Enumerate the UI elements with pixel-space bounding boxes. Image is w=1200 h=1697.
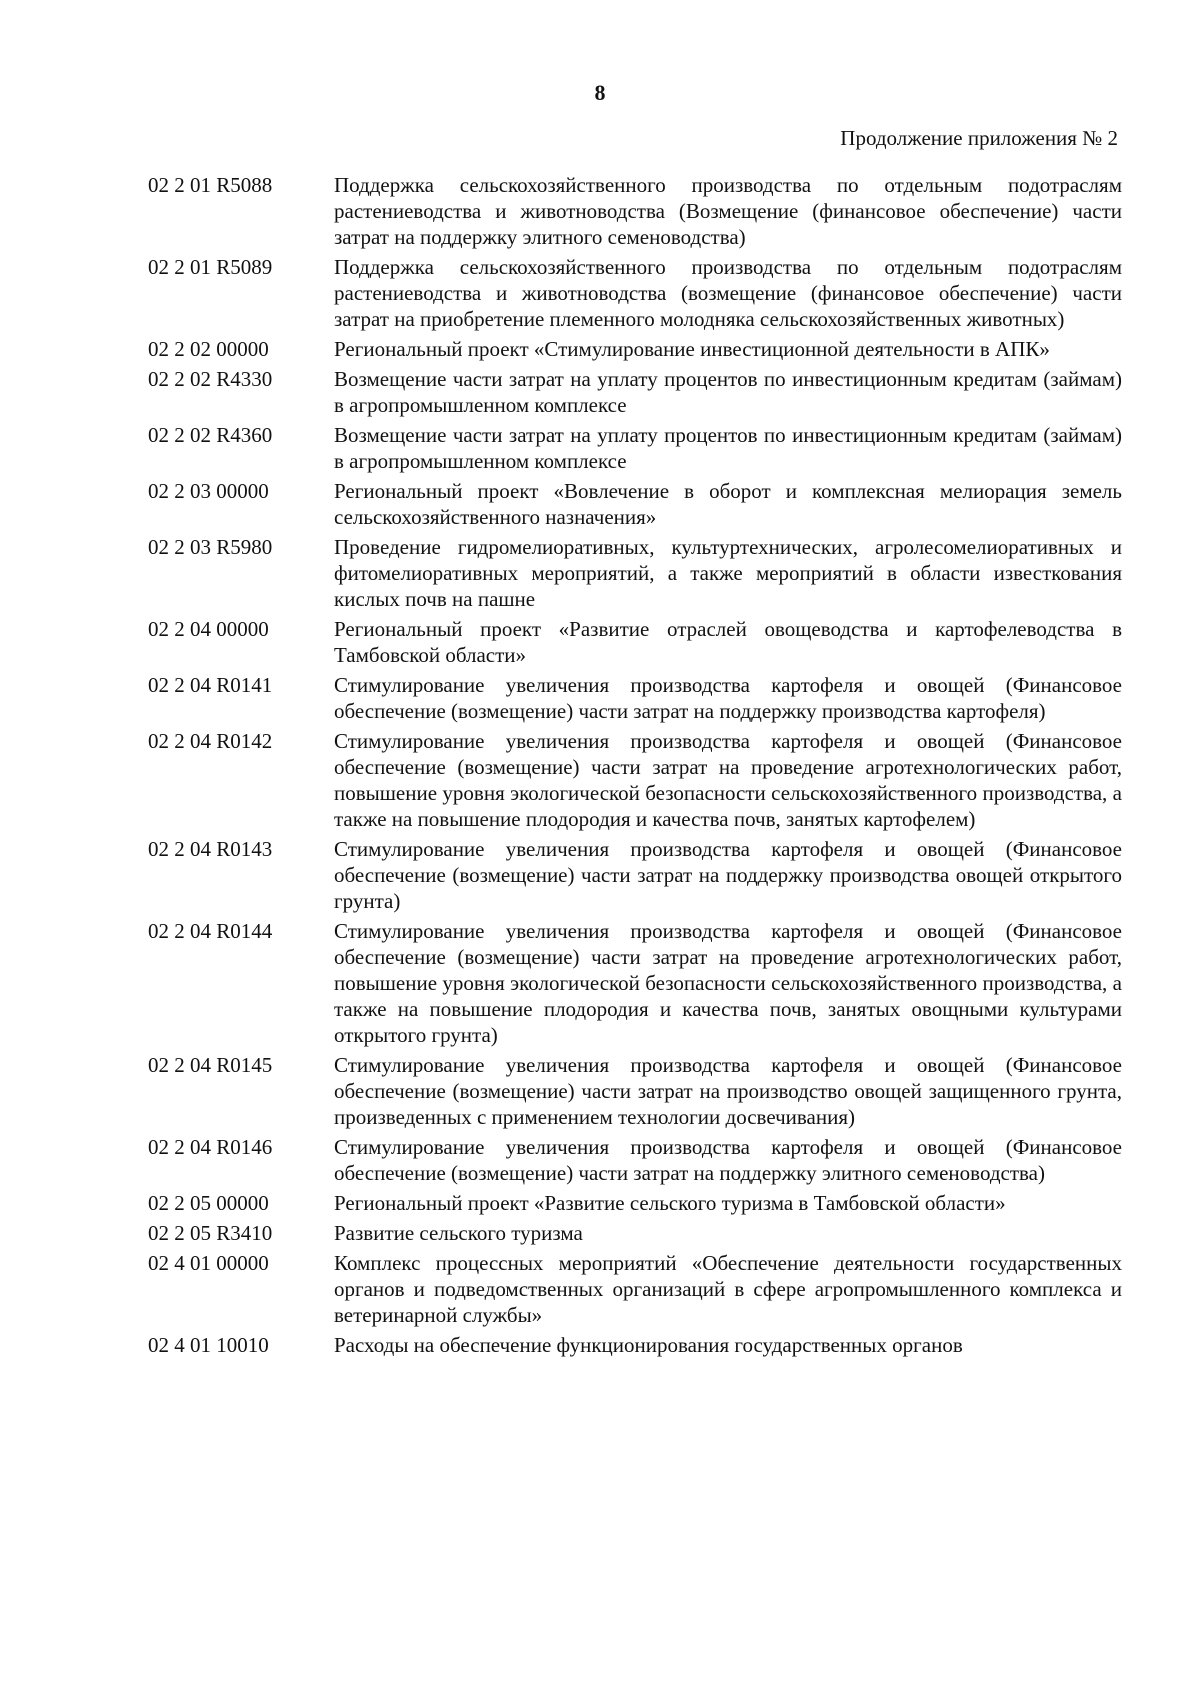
continuation-label: Продолжение приложения № 2 bbox=[840, 126, 1118, 150]
budget-description: Возмещение части затрат на уплату процентов по инвестиционным кредитам (займам) в агропромышленном комплексе bbox=[334, 367, 1122, 417]
page-number: 8 bbox=[594, 80, 606, 105]
budget-code: 02 4 01 00000 bbox=[148, 1251, 269, 1275]
budget-code: 02 2 04 R0146 bbox=[148, 1135, 273, 1159]
budget-description: Региональный проект «Развитие отраслей овощеводства и картофелеводства в Тамбовской области» bbox=[334, 617, 1122, 667]
list-item bbox=[148, 1220, 1122, 1246]
budget-code: 02 2 02 00000 bbox=[148, 337, 269, 361]
budget-code: 02 2 04 R0143 bbox=[148, 837, 273, 861]
budget-description: Региональный проект «Развитие сельского туризма в Тамбовской области» bbox=[334, 1191, 1006, 1215]
list-item bbox=[148, 422, 1122, 474]
budget-code: 02 2 03 R5980 bbox=[148, 535, 273, 559]
budget-code: 02 2 01 R5088 bbox=[148, 173, 273, 197]
list-item bbox=[148, 836, 1122, 914]
budget-description: Поддержка сельскохозяйственного производства по отдельным подотраслям растениеводства и животноводства (возмещение (финансовое обеспечение) части затрат на приобретение племенного молодняка сельскохозяйственных животных) bbox=[334, 255, 1122, 331]
budget-code: 02 2 04 R0142 bbox=[148, 729, 273, 753]
list-item bbox=[148, 336, 1122, 362]
budget-code: 02 2 01 R5089 bbox=[148, 255, 273, 279]
list-item bbox=[148, 254, 1122, 332]
list-item bbox=[148, 172, 1122, 250]
budget-code: 02 2 05 00000 bbox=[148, 1191, 269, 1215]
budget-description: Стимулирование увеличения производства картофеля и овощей (Финансовое обеспечение (возмещение) части затрат на проведение агротехнологических работ, повышение уровня экологической безопасности сельскохозяйственного производства, а также на повышение плодородия и качества почв, занятых картофелем) bbox=[334, 729, 1122, 831]
list-item bbox=[148, 672, 1122, 724]
budget-code: 02 2 03 00000 bbox=[148, 479, 269, 503]
list-item bbox=[148, 1052, 1122, 1130]
budget-description: Стимулирование увеличения производства картофеля и овощей (Финансовое обеспечение (возмещение) части затрат на поддержку производства картофеля) bbox=[334, 673, 1122, 723]
budget-description: Проведение гидромелиоративных, культуртехнических, агролесомелиоративных и фитомелиоративных мероприятий, а также мероприятий в области известкования кислых почв на пашне bbox=[334, 535, 1122, 611]
budget-code: 02 2 04 R0145 bbox=[148, 1053, 273, 1077]
budget-code: 02 2 04 R0141 bbox=[148, 673, 273, 697]
budget-description: Расходы на обеспечение функционирования государственных органов bbox=[334, 1333, 963, 1357]
budget-description: Поддержка сельскохозяйственного производства по отдельным подотраслям растениеводства и животноводства (Возмещение (финансовое обеспечение) части затрат на поддержку элитного семеноводства) bbox=[334, 173, 1122, 249]
budget-code: 02 2 02 R4330 bbox=[148, 367, 273, 391]
list-item bbox=[148, 1190, 1122, 1216]
list-item bbox=[148, 478, 1122, 530]
list-item bbox=[148, 728, 1122, 832]
budget-description: Возмещение части затрат на уплату процентов по инвестиционным кредитам (займам) в агропромышленном комплексе bbox=[334, 423, 1122, 473]
budget-description: Региональный проект «Стимулирование инвестиционной деятельности в АПК» bbox=[334, 337, 1050, 361]
list-item bbox=[148, 616, 1122, 668]
budget-code-list bbox=[148, 172, 1122, 1362]
budget-code: 02 2 04 R0144 bbox=[148, 919, 273, 943]
list-item bbox=[148, 1134, 1122, 1186]
budget-description: Региональный проект «Вовлечение в оборот и комплексная мелиорация земель сельскохозяйственного назначения» bbox=[334, 479, 1122, 529]
budget-description: Стимулирование увеличения производства картофеля и овощей (Финансовое обеспечение (возмещение) части затрат на поддержку элитного семеноводства) bbox=[334, 1135, 1122, 1185]
list-item bbox=[148, 1250, 1122, 1328]
list-item bbox=[148, 918, 1122, 1048]
budget-description: Комплекс процессных мероприятий «Обеспечение деятельности государственных органов и подведомственных организаций в сфере агропромышленного комплекса и ветеринарной службы» bbox=[334, 1251, 1122, 1327]
list-item bbox=[148, 366, 1122, 418]
budget-description: Стимулирование увеличения производства картофеля и овощей (Финансовое обеспечение (возмещение) части затрат на поддержку производства овощей открытого грунта) bbox=[334, 837, 1122, 913]
list-item bbox=[148, 534, 1122, 612]
list-item bbox=[148, 1332, 1122, 1358]
budget-description: Развитие сельского туризма bbox=[334, 1221, 583, 1245]
budget-code: 02 4 01 10010 bbox=[148, 1333, 269, 1357]
budget-description: Стимулирование увеличения производства картофеля и овощей (Финансовое обеспечение (возмещение) части затрат на производство овощей защищенного грунта, произведенных с применением технологии досвечивания) bbox=[334, 1053, 1122, 1129]
budget-code: 02 2 04 00000 bbox=[148, 617, 269, 641]
budget-description: Стимулирование увеличения производства картофеля и овощей (Финансовое обеспечение (возмещение) части затрат на проведение агротехнологических работ, повышение уровня экологической безопасности сельскохозяйственного производства, а также на повышение плодородия и качества почв, занятых овощными культурами открытого грунта) bbox=[334, 919, 1122, 1047]
budget-code: 02 2 05 R3410 bbox=[148, 1221, 273, 1245]
budget-code: 02 2 02 R4360 bbox=[148, 423, 273, 447]
